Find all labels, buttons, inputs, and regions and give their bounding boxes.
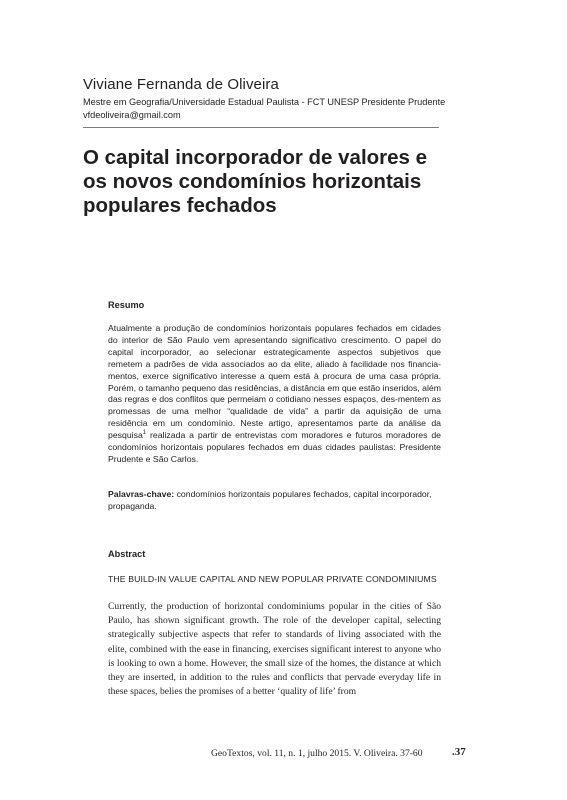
resumo-text-part2: realizada a partir de entrevistas com moradores e futuros moradores de condomínios horizontais populares fechados em duas cidades paulistas: Presidente Prudente e São Carlos.: [108, 430, 441, 464]
author-name: Viviane Fernanda de Oliveira: [83, 76, 279, 93]
author-email[interactable]: vfdeoliveira@gmail.com: [83, 110, 181, 120]
footnote-marker[interactable]: 1: [142, 430, 147, 437]
footer-citation: GeoTextos, vol. 11, n. 1, julho 2015. V. Oliveira. 37-60: [211, 748, 423, 759]
page-number: .37: [452, 746, 466, 758]
abstract-body: Currently, the production of horizontal condominiums popular in the cities of São Paulo, has shown significant growth. The role of the developer capital, selecting strategically subjective aspects that refer to standards of living associated with the elite, combined with the ease in financing, exercises significant interest to anyone who is looking to own a home. However, the small size of the homes, the distance at which they are inserted, in addition to the rules and conflicts that pervade everyday life in these spaces, belies the promises of a better ‘quality of life’ from: [108, 601, 441, 698]
resumo-body: [108, 323, 441, 466]
abstract-title: THE BUILD-IN VALUE CAPITAL AND NEW POPULAR PRIVATE CONDOMINIUMS: [108, 574, 437, 584]
author-affiliation: Mestre em Geografia/Universidade Estadual Paulista - FCT UNESP Presidente Prudente: [83, 97, 446, 107]
resumo-text-part1: Atualmente a produção de condomínios horizontais populares fechados em cidades do interior de São Paulo vem apresentando significativo crescimento. O papel do capital incorporador, ao selecionar estrategicamente aspectos subjetivos que remetem a padrões de vida associados ao da elite, aliado à facilidade nos financia-mentos, exerce significativo interesse a quem está à procura de uma casa própria. Porém, o tamanho pequeno das residências, a distância em que estão inseridos, além das regras e dos conflitos que permeiam o cotidiano nesses espaços, des-mentem as promessas de uma melhor “qualidade de vida” a partir da aquisição de uma residência em um condomínio. Neste artigo, apresentamos parte da análise da pesquisa: [108, 323, 441, 441]
keywords-label: Palavras-chave:: [108, 489, 175, 499]
article-title: O capital incorporador de valores e os novos condomínios horizontais populares fechados: [83, 146, 428, 217]
keywords-list: condomínios horizontais populares fechados, capital incorporador, propaganda.: [108, 489, 432, 511]
keywords: [108, 489, 441, 513]
header-rule: [83, 127, 439, 128]
abstract-heading: Abstract: [108, 549, 146, 559]
resumo-heading: Resumo: [108, 300, 145, 310]
